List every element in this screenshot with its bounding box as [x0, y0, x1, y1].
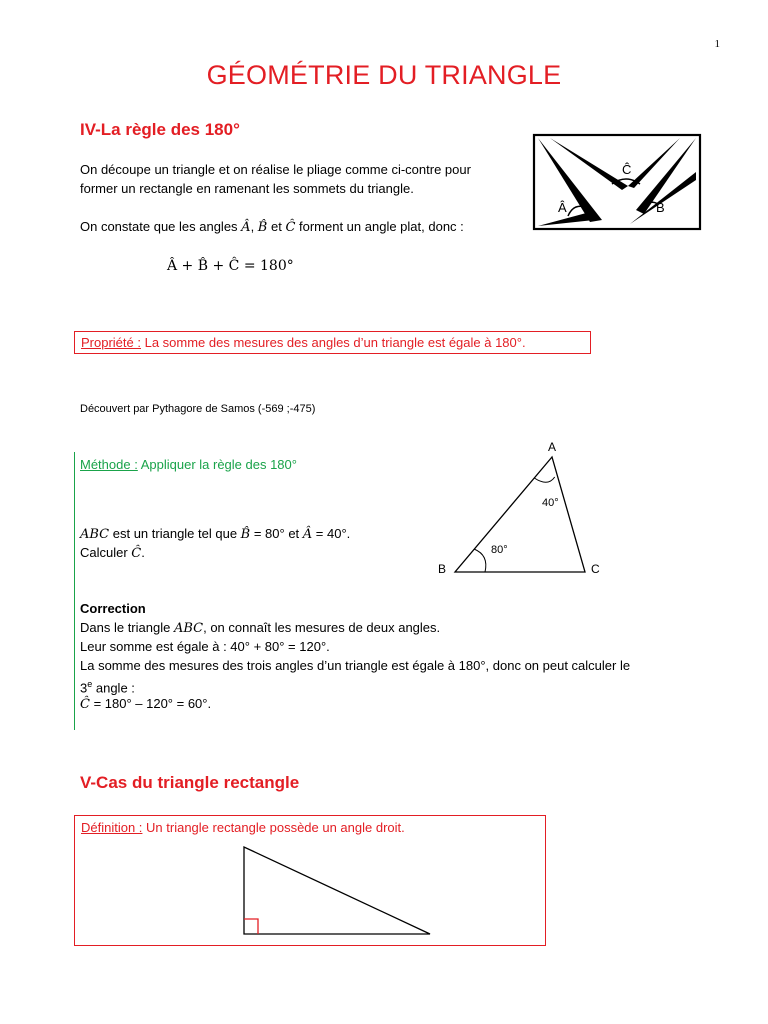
corr4-sup: e [87, 679, 93, 689]
method-green-bar [74, 452, 75, 730]
vertex-c-label: C [591, 562, 600, 576]
correction-line-2: Leur somme est égale à : 40° + 80° = 120°. [80, 639, 330, 654]
exercise-eq1: = 80° et [250, 526, 303, 541]
fold-label-b: B̂ [656, 200, 665, 215]
calc-c-hat: Ĉ [131, 546, 142, 561]
corr5-rest: = 180° – 120° = 60°. [89, 696, 212, 711]
correction-line-5 [80, 694, 211, 714]
angle-b-symbol: B̂ [257, 220, 268, 235]
angle-a-value: 40° [542, 497, 559, 509]
angle-sum-formula: Â + B̂ + Ĉ = 180° [167, 258, 294, 274]
folded-rectangle-figure [530, 132, 706, 236]
calc-prefix: Calculer [80, 545, 132, 560]
correction-line-3: La somme des mesures des trois angles d’un triangle est égale à 180°, donc on peut calculer le [80, 658, 631, 673]
property-line [81, 333, 526, 352]
fold-label-c: Ĉ [622, 162, 632, 177]
property-text: La somme des mesures des angles d’un triangle est égale à 180°. [140, 335, 526, 350]
fold-label-a: Â [558, 200, 567, 215]
correction-line-1 [80, 618, 440, 638]
corr4-rest: angle : [92, 680, 135, 696]
constate-prefix: On constate que les angles [80, 219, 242, 234]
corr5-c-hat: Ĉ [80, 697, 90, 712]
corr4-num: 3 [80, 680, 88, 696]
comma-sep: , [250, 219, 258, 234]
et-word: et [267, 219, 286, 234]
property-label: Propriété : [81, 335, 141, 350]
corr1-prefix: Dans le triangle [80, 620, 174, 635]
angle-c-symbol: Ĉ [285, 220, 296, 235]
triangle-abc [455, 457, 585, 572]
corr1-abc: ABC [173, 621, 204, 636]
method-text: Appliquer la règle des 180° [137, 457, 297, 472]
property-box [74, 331, 591, 354]
right-triangle-figure [239, 844, 439, 940]
angle-b-value: 80° [491, 544, 508, 556]
page-number: 1 [714, 38, 720, 50]
triangle-abc-figure [430, 435, 610, 580]
exercise-line [80, 524, 350, 544]
exercise-eq2: = 40°. [312, 526, 351, 541]
exercise-b-hat: B̂ [240, 527, 251, 542]
pythagore-note: Découvert par Pythagore de Samos (-569 ;-475) [80, 403, 316, 415]
definition-label: Définition : [81, 820, 143, 835]
constate-suffix: forment un angle plat, donc : [295, 219, 464, 234]
angle-a-arc [534, 477, 554, 482]
vertex-a-label: A [548, 440, 557, 454]
calc-dot: . [141, 545, 145, 560]
calc-line [80, 543, 145, 563]
intro-line-2: former un rectangle en ramenant les sommets du triangle. [80, 181, 414, 196]
section-v-heading: V-Cas du triangle rectangle [80, 773, 300, 792]
method-line [80, 455, 297, 474]
correction-title: Correction [80, 601, 146, 616]
section-iv-heading: IV-La règle des 180° [80, 120, 240, 139]
corr1-suffix: , on connaît les mesures de deux angles. [203, 620, 441, 635]
intro-line-1: On découpe un triangle et on réalise le pliage comme ci-contre pour [80, 162, 471, 177]
vertex-b-label: B [438, 562, 447, 576]
angle-a-symbol: Â [241, 220, 251, 235]
right-angle-marker [244, 919, 258, 934]
angle-b-arc [474, 549, 486, 572]
definition-line [81, 818, 405, 837]
method-label: Méthode : [80, 457, 138, 472]
exercise-a-hat: Â [302, 527, 313, 542]
constate-line [80, 217, 464, 237]
exercise-mid: est un triangle tel que [109, 526, 241, 541]
fold-top-right [628, 138, 680, 188]
exercise-abc: ABC [80, 527, 110, 542]
definition-text: Un triangle rectangle possède un angle droit. [142, 820, 405, 835]
definition-box [74, 815, 546, 946]
page-title: GÉOMÉTRIE DU TRIANGLE [206, 60, 562, 90]
right-triangle [244, 847, 430, 934]
